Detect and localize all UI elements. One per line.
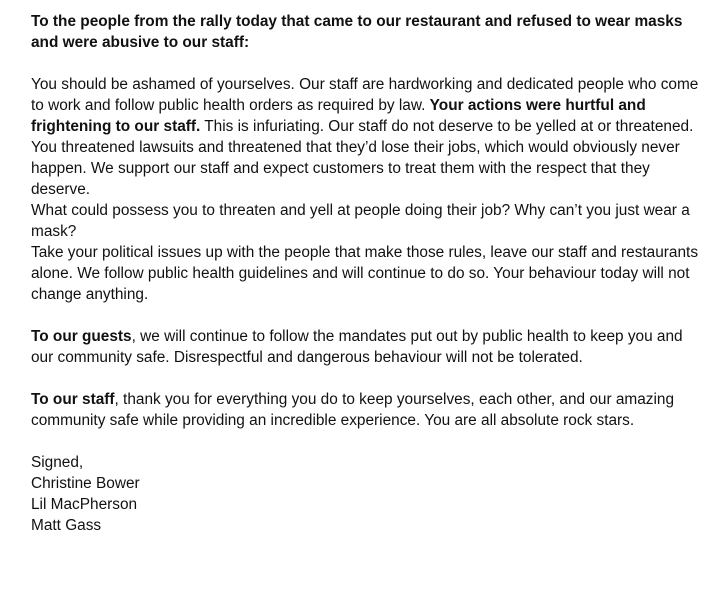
signoff: Signed, xyxy=(31,454,84,471)
paragraph-guests xyxy=(31,326,707,368)
paragraph-ashamed-text-a: You should be ashamed of yourselves. Our staff are hardworking and dedicated people who come to work and follow public health orders as required by law. xyxy=(31,76,699,114)
paragraph-gap xyxy=(31,305,707,326)
paragraph-staff-text: , thank you for everything you do to keep yourselves, each other, and our amazing community safe while providing an incredible experience. You are all absolute rock stars. xyxy=(31,391,675,429)
paragraph-staff-bold: To our staff xyxy=(31,391,115,408)
paragraph-question: What could possess you to threaten and yell at people doing their job? Why can’t you just wear a mask? xyxy=(31,202,690,240)
letter-heading-text: To the people from the rally today that came to our restaurant and refused to wear masks and were abusive to our staff: xyxy=(31,13,683,51)
signatory-2: Lil MacPherson xyxy=(31,496,138,513)
paragraph-political: Take your political issues up with the people that make those rules, leave our staff and restaurants alone. We follow public health guidelines and will continue to do so. Your behaviour today will not change anything. xyxy=(31,244,699,303)
paragraph-staff xyxy=(31,389,707,431)
paragraph-ashamed-text-b: This is infuriating. Our staff do not deserve to be yelled at or threatened. You threatened lawsuits and threatened that they’d lose their jobs, which would obviously never happen. We support our staff and expect customers to treat them with the respect that they deserve. xyxy=(31,118,694,198)
paragraph-guests-bold: To our guests xyxy=(31,328,132,345)
paragraph-gap xyxy=(31,368,707,389)
paragraph-gap xyxy=(31,431,707,452)
signatory-3: Matt Gass xyxy=(31,517,102,534)
paragraph-ashamed xyxy=(31,74,707,200)
paragraph-guests-text: , we will continue to follow the mandates put out by public health to keep you and our community safe. Disrespectful and dangerous behaviour will not be tolerated. xyxy=(31,328,683,366)
signatory-1: Christine Bower xyxy=(31,475,140,492)
letter-body xyxy=(31,11,707,536)
paragraph-gap xyxy=(31,53,707,74)
paragraph-ashamed-bold: Your actions were hurtful and frightening to our staff. xyxy=(31,97,646,135)
letter-heading xyxy=(31,11,707,53)
